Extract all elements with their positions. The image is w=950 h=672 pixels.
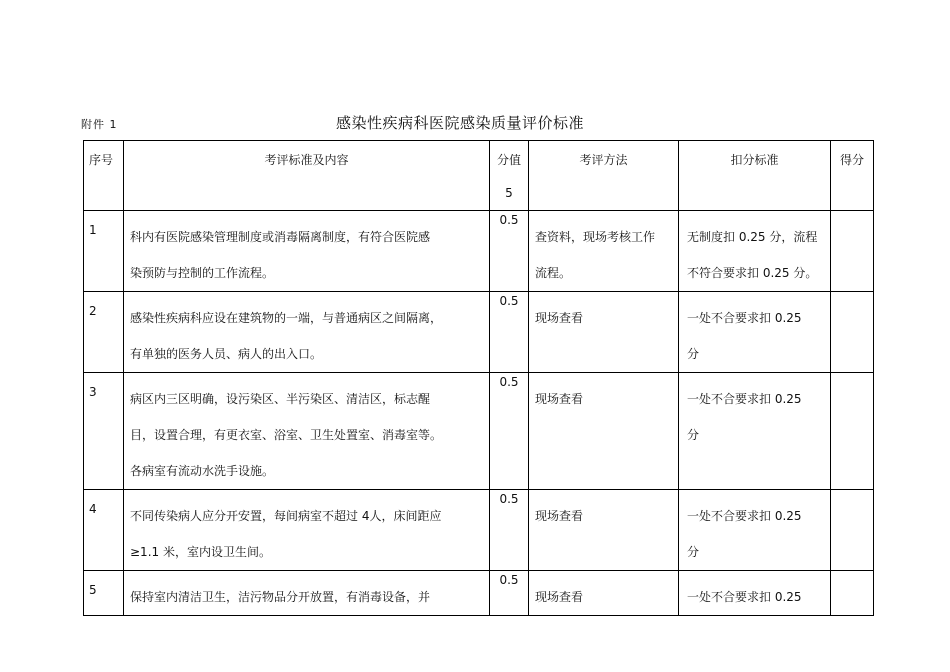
cell-content <box>124 211 490 292</box>
cell-score <box>490 292 529 373</box>
cell-deduction <box>679 211 831 292</box>
method-line: 流程。 <box>535 266 572 280</box>
content-line: 染预防与控制的工作流程。 <box>130 266 275 280</box>
deduction-line: 分 <box>687 545 700 559</box>
cell-deduction <box>679 292 831 373</box>
row-score: 0.5 <box>499 375 519 389</box>
method-line: 现场查看 <box>535 509 584 523</box>
method-line: 现场查看 <box>535 392 584 406</box>
cell-content <box>124 571 490 616</box>
method-line: 现场查看 <box>535 590 584 604</box>
method-line: 现场查看 <box>535 311 584 325</box>
cell-content <box>124 490 490 571</box>
deduction-line: 一处不合要求扣 0.25 <box>687 392 802 406</box>
header-seq <box>84 141 124 211</box>
cell-score <box>490 571 529 616</box>
cell-method <box>529 211 679 292</box>
cell-seq <box>84 292 124 373</box>
row-score: 0.5 <box>499 492 519 506</box>
cell-deduction <box>679 373 831 490</box>
deduction-line: 一处不合要求扣 0.25 <box>687 509 802 523</box>
cell-score <box>490 490 529 571</box>
row-score: 0.5 <box>499 573 519 587</box>
row-seq: 2 <box>89 304 97 318</box>
table-row <box>84 292 874 373</box>
cell-deduction <box>679 571 831 616</box>
deduction-line: 不符合要求扣 0.25 分。 <box>687 266 818 280</box>
header-content-label: 考评标准及内容 <box>264 153 349 167</box>
content-line: 有单独的医务人员、病人的出入口。 <box>130 347 323 361</box>
cell-result <box>831 373 874 490</box>
content-line: 目，设置合理，有更衣室、浴室、卫生处置室、消毒室等。 <box>130 428 443 442</box>
cell-seq <box>84 211 124 292</box>
cell-result <box>831 490 874 571</box>
header-deduction-label: 扣分标准 <box>730 153 779 167</box>
header-result <box>831 141 874 211</box>
cell-content <box>124 373 490 490</box>
content-line: 各病室有流动水洗手设施。 <box>130 464 275 478</box>
deduction-line: 分 <box>687 347 700 361</box>
cell-score <box>490 211 529 292</box>
cell-method <box>529 490 679 571</box>
header-deduction <box>679 141 831 211</box>
cell-content <box>124 292 490 373</box>
cell-seq <box>84 571 124 616</box>
table-row <box>84 373 874 490</box>
content-line: 感染性疾病科应设在建筑物的一端，与普通病区之间隔离， <box>130 311 443 325</box>
header-method <box>529 141 679 211</box>
content-line: 不同传染病人应分开安置，每间病室不超过 4人，床间距应 <box>130 509 442 523</box>
deduction-line: 一处不合要求扣 0.25 <box>687 590 802 604</box>
cell-method <box>529 373 679 490</box>
table-header-row <box>84 141 874 211</box>
header-content <box>124 141 490 211</box>
row-seq: 4 <box>89 502 97 516</box>
content-line: 科内有医院感染管理制度或消毒隔离制度，有符合医院感 <box>130 230 431 244</box>
method-line: 查资料，现场考核工作 <box>535 230 656 244</box>
row-seq: 5 <box>89 583 97 597</box>
cell-result <box>831 211 874 292</box>
header-score-total: 5 <box>505 186 513 200</box>
row-score: 0.5 <box>499 294 519 308</box>
cell-method <box>529 571 679 616</box>
cell-result <box>831 292 874 373</box>
table-row <box>84 571 874 616</box>
header-score-label: 分值 <box>496 153 521 167</box>
cell-score <box>490 373 529 490</box>
cell-deduction <box>679 490 831 571</box>
document-title: 感染性疾病科医院感染质量评价标准 <box>336 114 585 132</box>
row-seq: 1 <box>89 223 97 237</box>
cell-method <box>529 292 679 373</box>
evaluation-table <box>83 140 874 616</box>
cell-result <box>831 571 874 616</box>
attachment-label: 附件 1 <box>81 118 118 131</box>
row-seq: 3 <box>89 385 97 399</box>
content-line: 病区内三区明确，设污染区、半污染区、清洁区，标志醒 <box>130 392 431 406</box>
deduction-line: 分 <box>687 428 700 442</box>
table-row <box>84 490 874 571</box>
table-row <box>84 211 874 292</box>
header-result-label: 得分 <box>839 153 864 167</box>
deduction-line: 一处不合要求扣 0.25 <box>687 311 802 325</box>
header-score <box>490 141 529 211</box>
cell-seq <box>84 490 124 571</box>
cell-seq <box>84 373 124 490</box>
deduction-line: 无制度扣 0.25 分，流程 <box>687 230 818 244</box>
content-line: ≥1.1 米，室内设卫生间。 <box>130 545 271 559</box>
content-line: 保持室内清洁卫生，洁污物品分开放置，有消毒设备，并 <box>130 590 431 604</box>
row-score: 0.5 <box>499 213 519 227</box>
header-method-label: 考评方法 <box>579 153 628 167</box>
header-seq-label: 序号 <box>89 153 114 167</box>
